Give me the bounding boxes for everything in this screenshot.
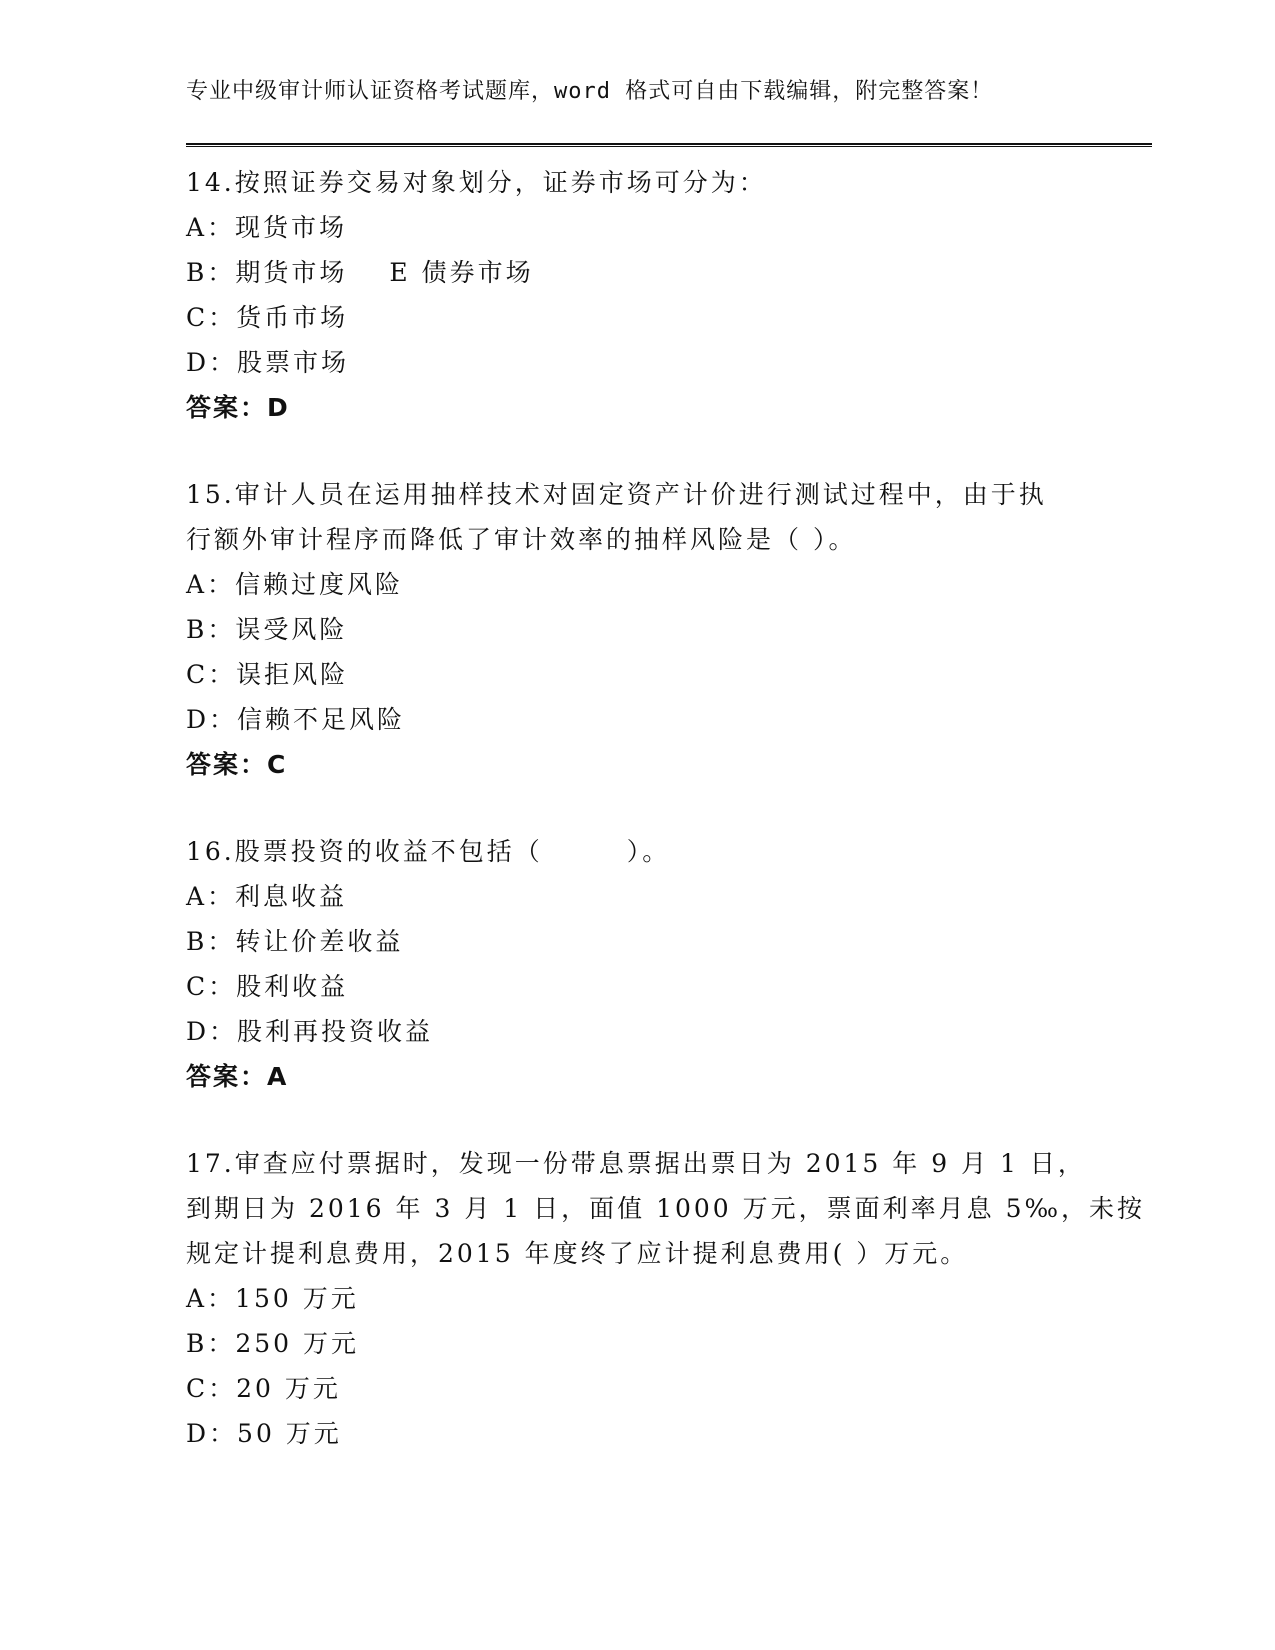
- option-b: B：转让价差收益: [186, 927, 404, 956]
- stem-line: 16.股票投资的收益不包括（ ）。: [186, 837, 671, 866]
- question-stem: [186, 829, 1086, 874]
- question-17: [186, 1141, 1146, 1456]
- option-a: A：150 万元: [186, 1284, 359, 1313]
- question-16: [186, 829, 1086, 1099]
- question-stem: [186, 160, 1086, 205]
- option-c: C：20 万元: [186, 1374, 341, 1403]
- stem-line: 17.审查应付票据时，发现一份带息票据出票日为 2015 年 9 月 1 日，: [186, 1149, 1086, 1178]
- option-c: C：货币市场: [186, 303, 349, 332]
- option-c: C：股利收益: [186, 972, 349, 1001]
- question-14: [186, 160, 1086, 430]
- option-d: D：股票市场: [186, 348, 350, 377]
- stem-line: 14.按照证券交易对象划分，证券市场可分为：: [186, 168, 767, 197]
- answer-label: 答案：C: [186, 750, 288, 779]
- question-stem: [186, 1141, 1146, 1276]
- page-header: 专业中级审计师认证资格考试题库，word 格式可自由下载编辑，附完整答案！: [186, 79, 994, 104]
- option-a: A：利息收益: [186, 882, 348, 911]
- answer-label: 答案：D: [186, 393, 290, 422]
- question-stem: [186, 472, 1086, 562]
- option-e-text: E 债券市场: [389, 258, 534, 287]
- header-divider: [186, 143, 1152, 147]
- option-b: B：250 万元: [186, 1329, 360, 1358]
- option-d: D：股利再投资收益: [186, 1017, 434, 1046]
- stem-line: 规定计提利息费用，2015 年度终了应计提利息费用( ）万元。: [186, 1239, 969, 1268]
- stem-line: 行额外审计程序而降低了审计效率的抽样风险是（ ）。: [186, 525, 857, 554]
- stem-line: 15.审计人员在运用抽样技术对固定资产计价进行测试过程中，由于执: [186, 480, 1047, 509]
- question-list: [186, 160, 1146, 1498]
- option-a: A：现货市场: [186, 213, 348, 242]
- option-b: [186, 250, 1086, 295]
- option-a: A：信赖过度风险: [186, 570, 404, 599]
- option-b-text: B：期货市场: [186, 258, 348, 287]
- question-15: [186, 472, 1086, 787]
- option-b: B：误受风险: [186, 615, 348, 644]
- answer-label: 答案：A: [186, 1062, 289, 1091]
- option-d: D：信赖不足风险: [186, 705, 406, 734]
- option-d: D：50 万元: [186, 1419, 342, 1448]
- option-c: C：误拒风险: [186, 660, 349, 689]
- stem-line: 到期日为 2016 年 3 月 1 日，面值 1000 万元，票面利率月息 5‰，未按: [186, 1194, 1146, 1223]
